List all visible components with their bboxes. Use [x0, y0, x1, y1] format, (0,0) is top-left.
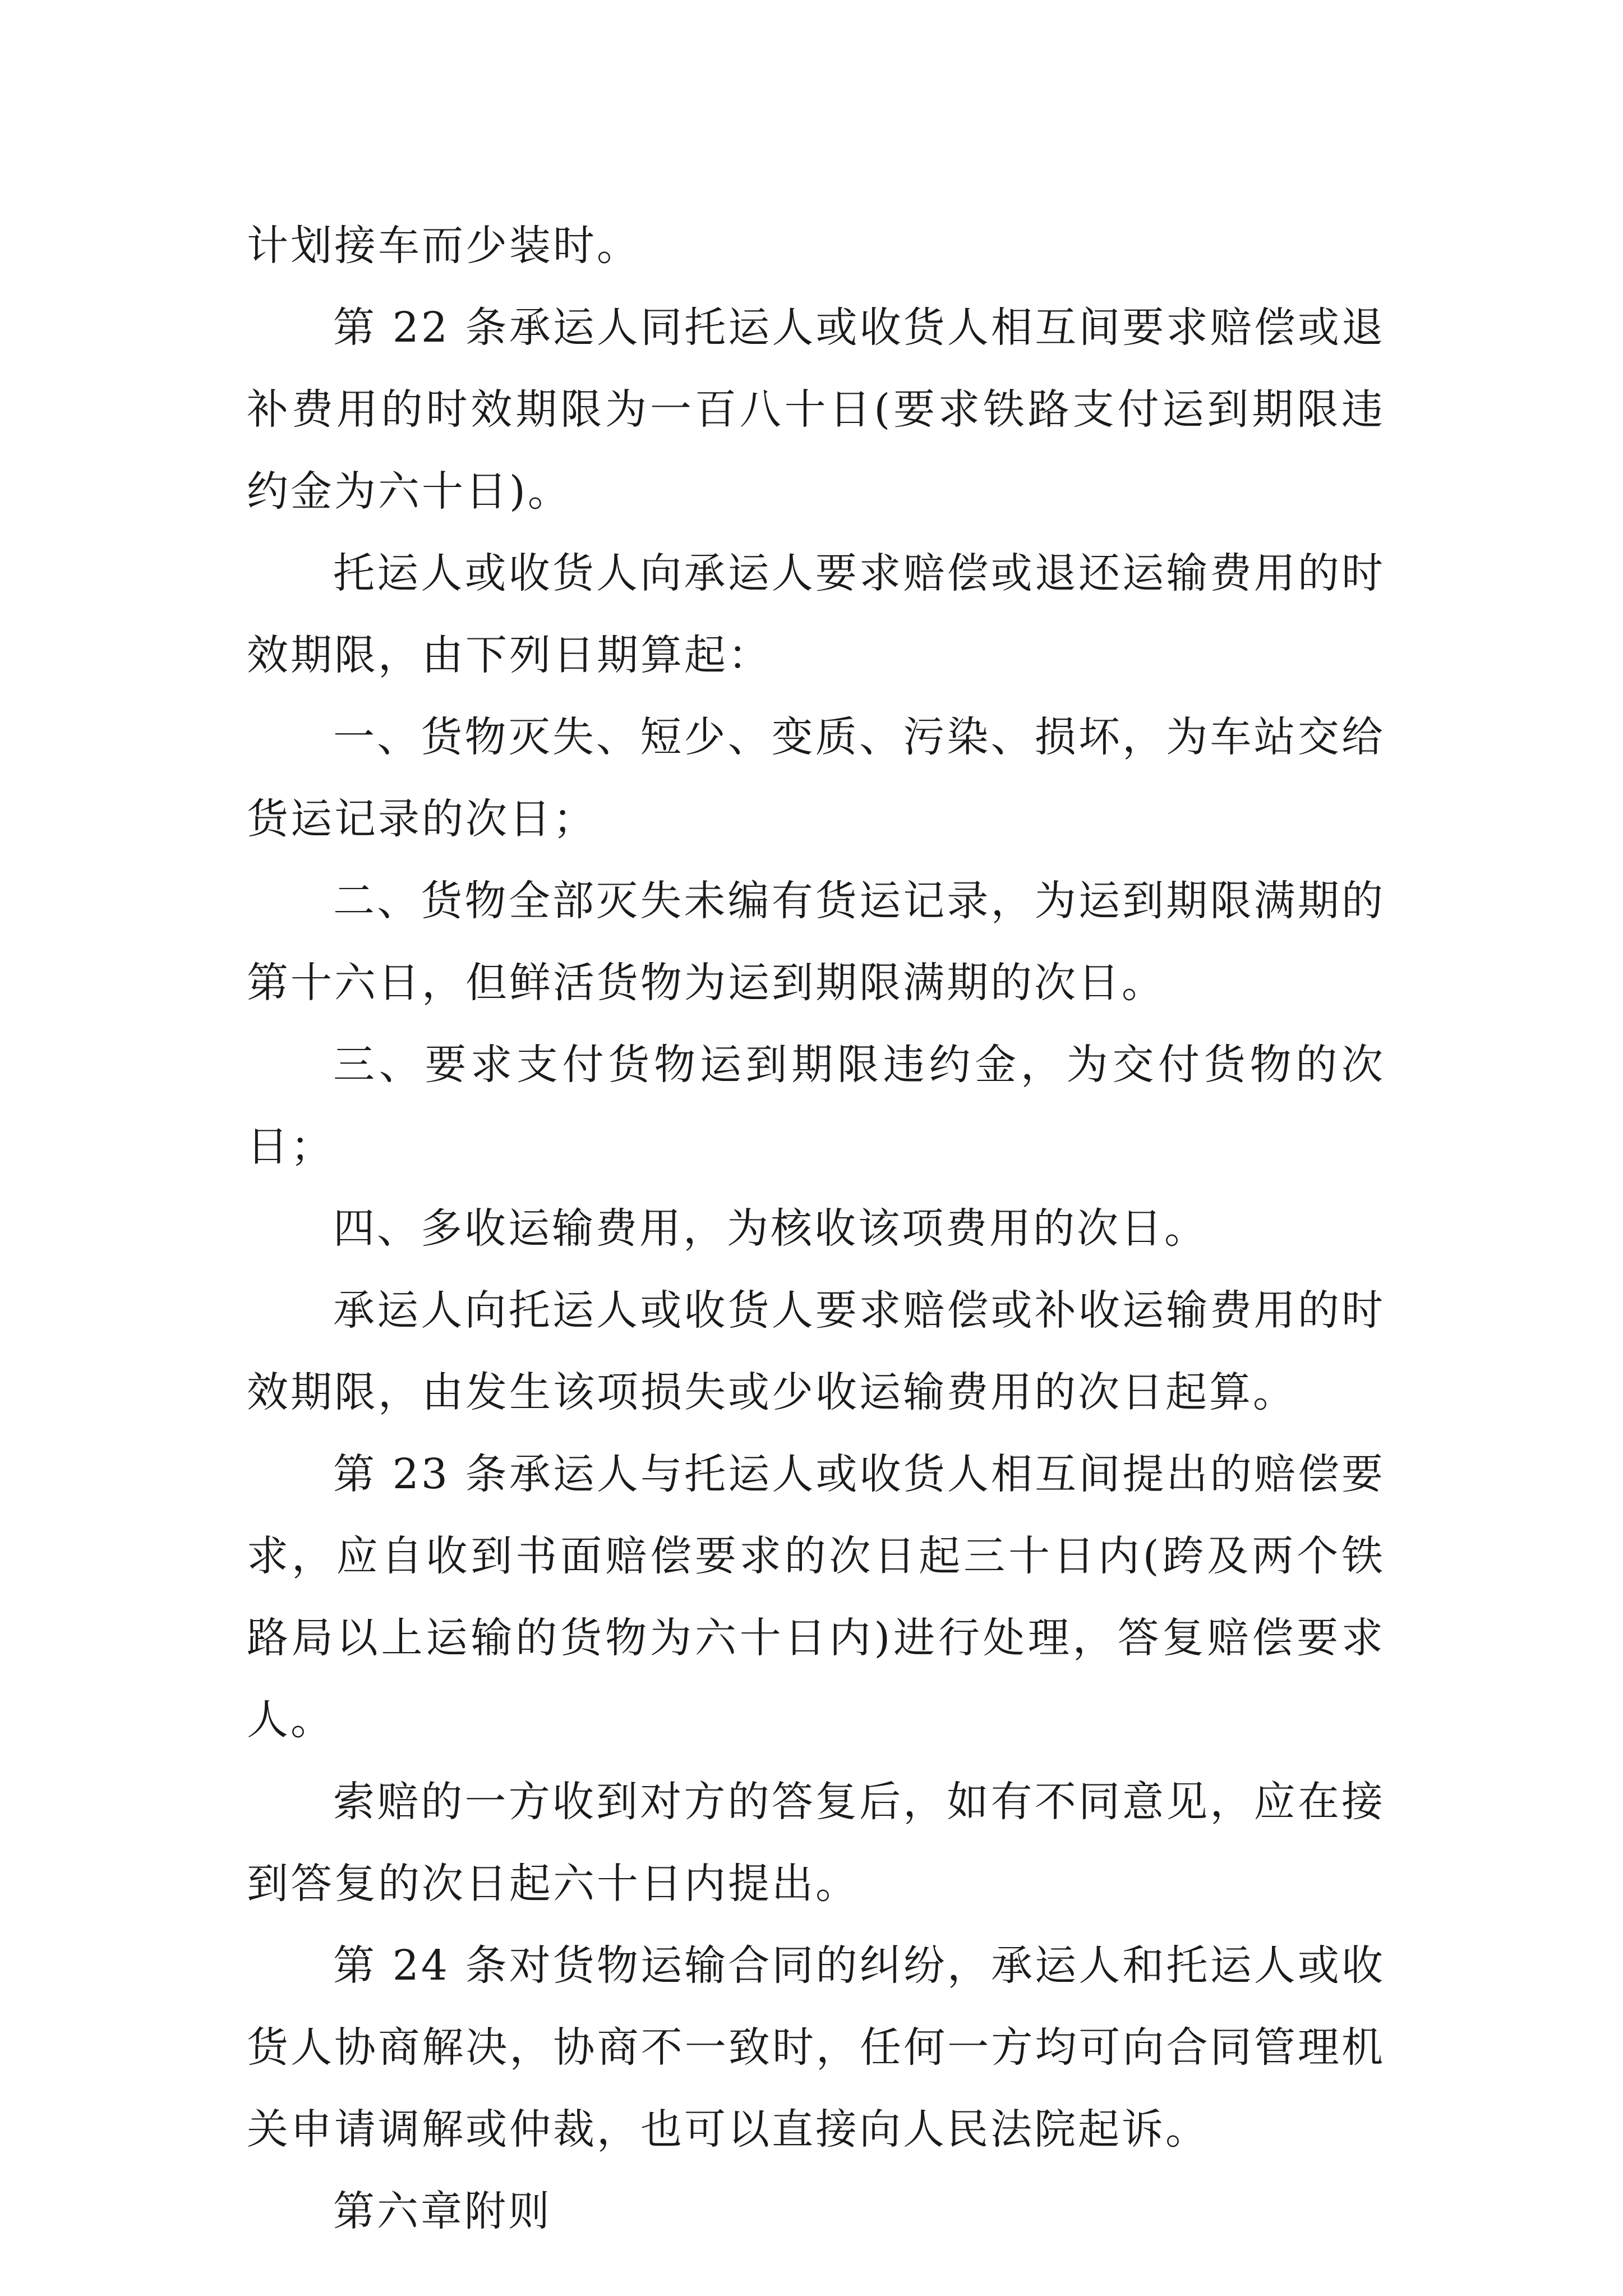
paragraph-time-limit-intro: 托运人或收货人向承运人要求赔偿或退还运输费用的时效期限，由下列日期算起：	[247, 549, 1385, 679]
paragraph-article-22: 第 22 条承运人同托运人或收货人相互间要求赔偿或退补费用的时效期限为一百八十日(要求铁路支付运到期限违约金为六十日)。	[247, 303, 1385, 516]
paragraph-article-24: 第 24 条对货物运输合同的纠纷，承运人和托运人或收货人协商解决，协商不一致时，任何一方均可向合同管理机关申请调解或仲裁，也可以直接向人民法院起诉。	[247, 1941, 1385, 2154]
paragraph-article-23: 第 23 条承运人与托运人或收货人相互间提出的赔偿要求，应自收到书面赔偿要求的次日起三十日内(跨及两个铁路局以上运输的货物为六十日内)进行处理，答复赔偿要求人。	[247, 1450, 1385, 1744]
paragraph-item-1: 一、货物灭失、短少、变质、污染、损坏，为车站交给货运记录的次日；	[247, 713, 1385, 843]
paragraph-item-4: 四、多收运输费用，为核收该项费用的次日。	[333, 1204, 1208, 1253]
chapter-heading: 第六章附则	[333, 2187, 552, 2235]
paragraph-item-2: 二、货物全部灭失未编有货运记录，为运到期限满期的第十六日，但鲜活货物为运到期限满期的次日。	[247, 877, 1385, 1007]
paragraph-objection: 索赔的一方收到对方的答复后，如有不同意见，应在接到答复的次日起六十日内提出。	[247, 1778, 1385, 1908]
paragraph-carrier-claim: 承运人向托运人或收货人要求赔偿或补收运输费用的时效期限，由发生该项损失或少收运输费用的次日起算。	[247, 1286, 1385, 1416]
paragraph-continuation: 计划接车而少装时。	[247, 222, 640, 270]
paragraph-item-3: 三、要求支付货物运到期限违约金，为交付货物的次日；	[247, 1041, 1385, 1171]
document-body	[247, 205, 1385, 2252]
